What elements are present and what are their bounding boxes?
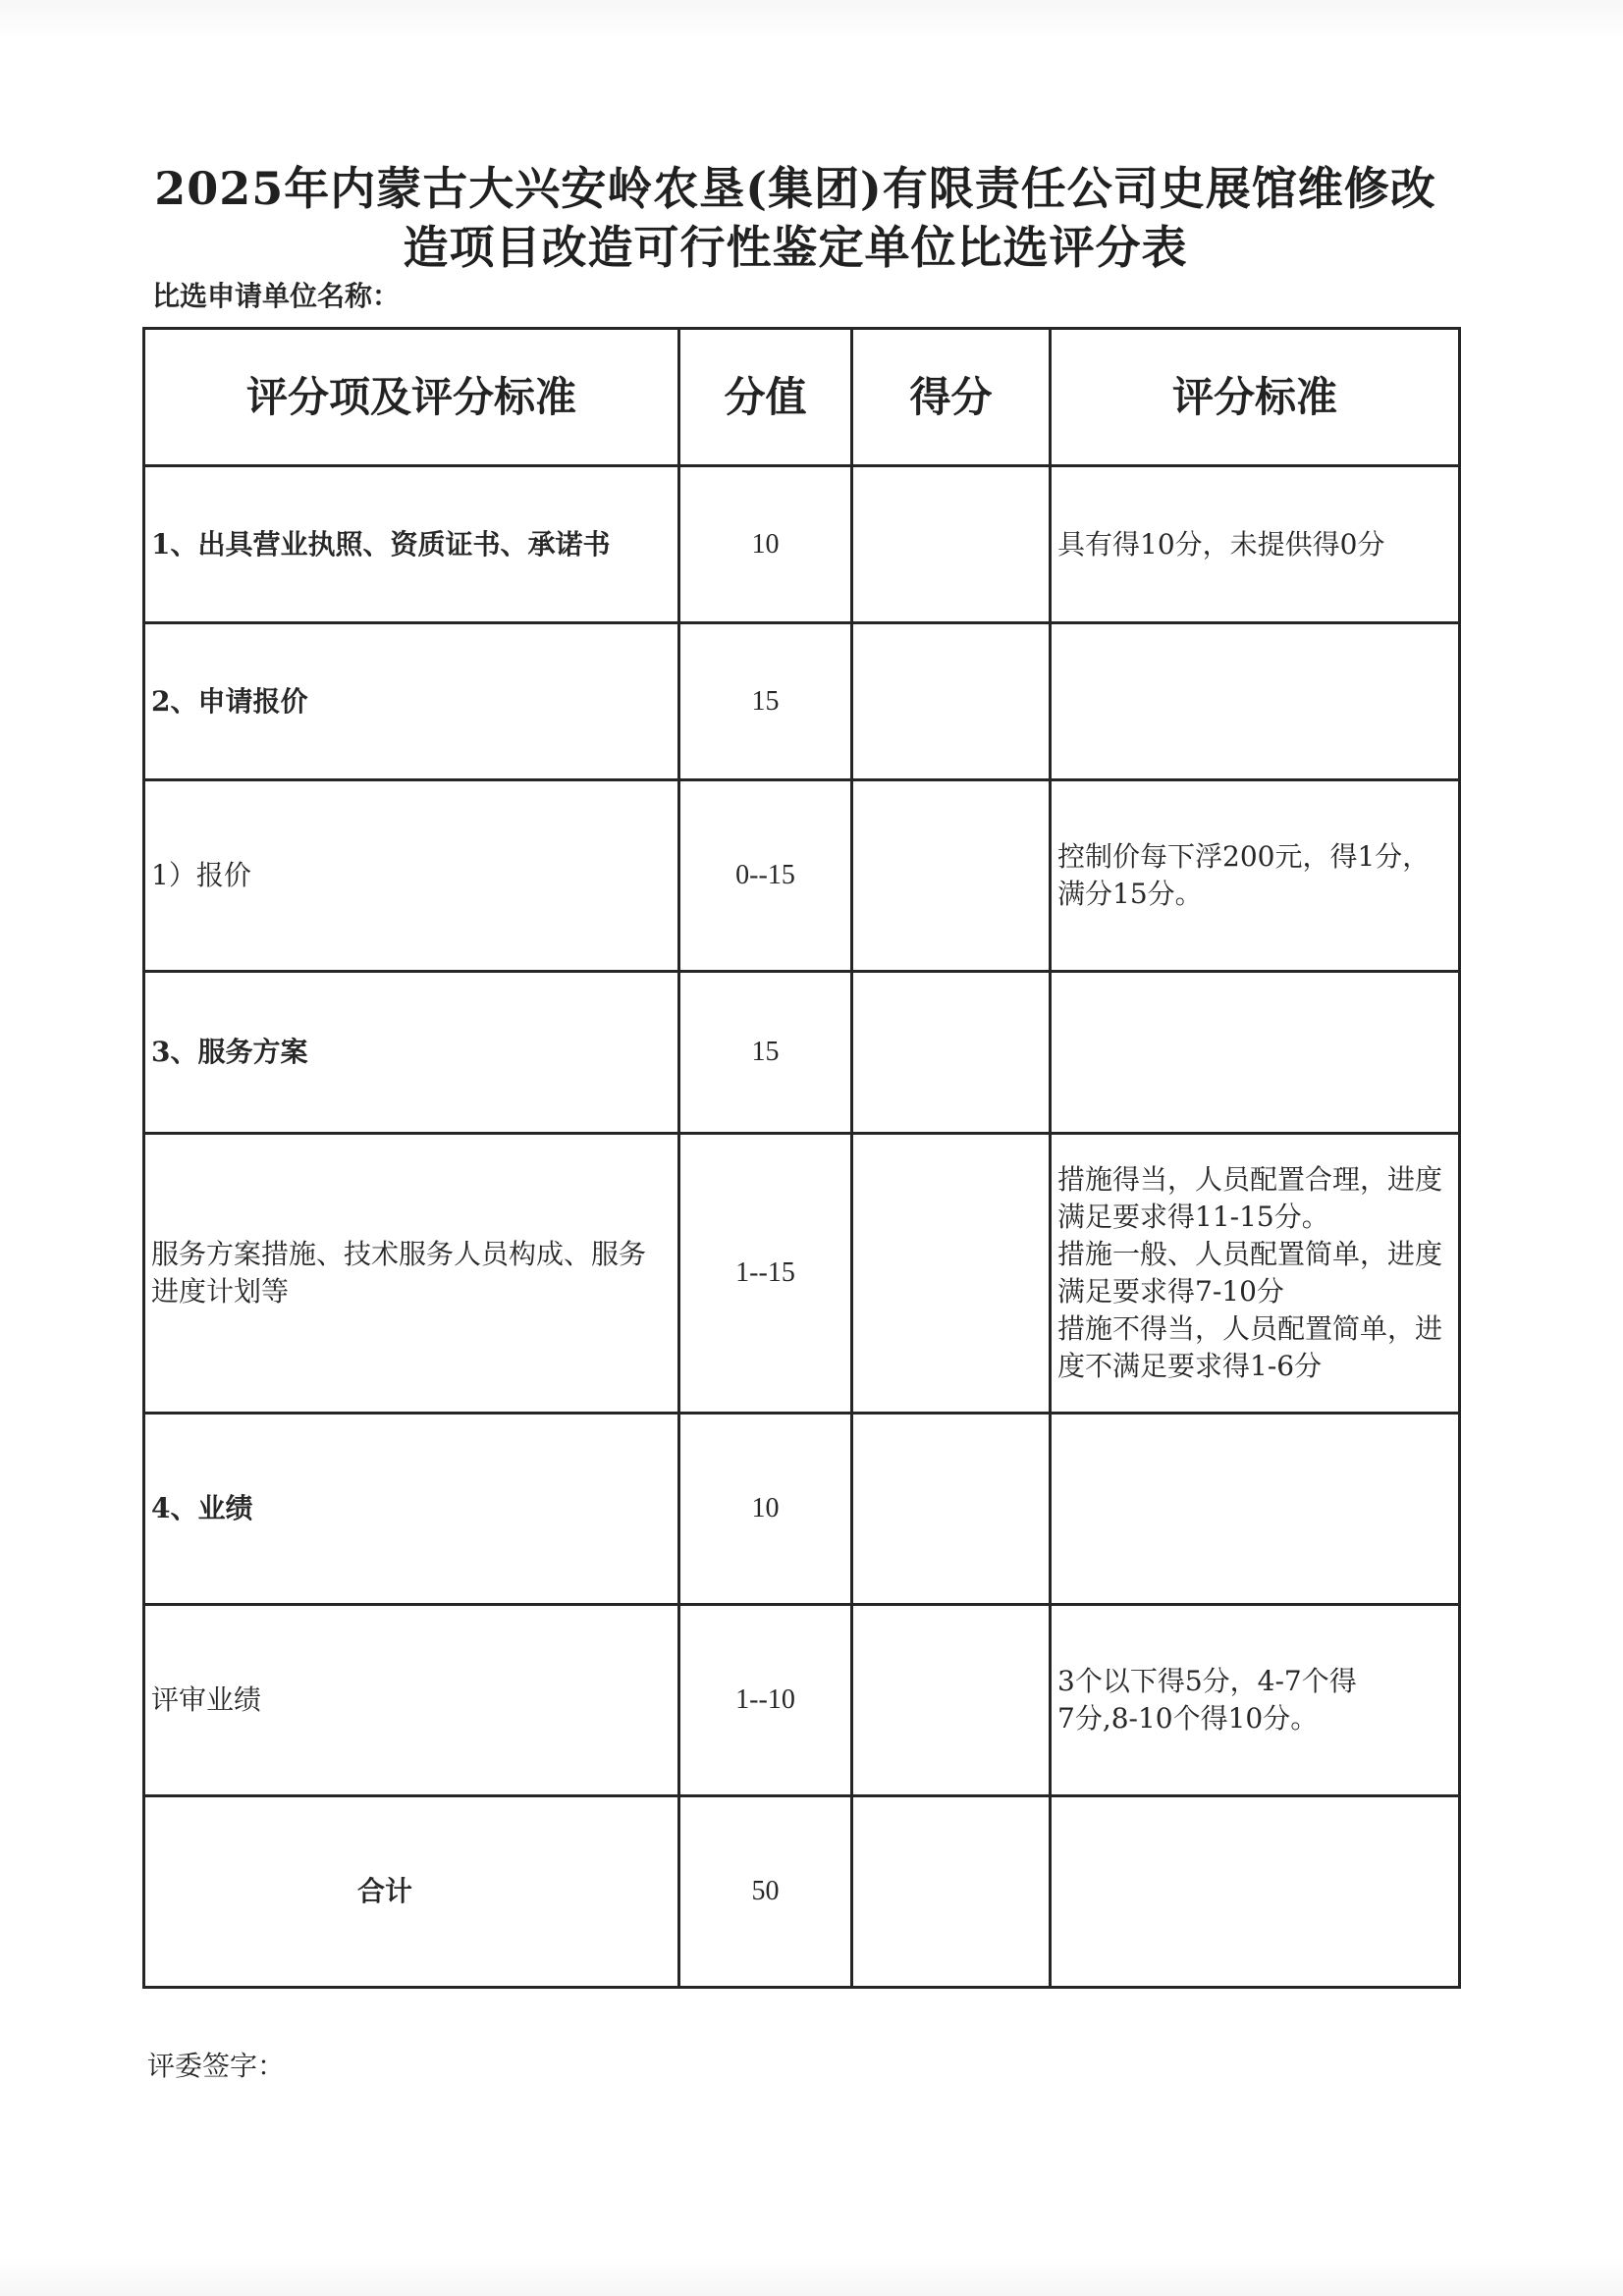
table-row — [144, 623, 1460, 780]
reviewer-signature-label: 评委签字： — [147, 2050, 286, 2082]
row-value: 1--10 — [679, 1605, 852, 1796]
total-score-cell[interactable] — [852, 1796, 1051, 1988]
row-criteria — [1051, 1414, 1460, 1605]
scoring-table — [142, 327, 1461, 1989]
header-criteria: 评分标准 — [1051, 329, 1460, 466]
row-score-cell[interactable] — [852, 623, 1051, 780]
row-item: 3、服务方案 — [144, 972, 679, 1134]
table-row — [144, 780, 1460, 972]
table-row — [144, 466, 1460, 623]
row-criteria — [1051, 623, 1460, 780]
header-score: 得分 — [852, 329, 1051, 466]
row-value: 10 — [679, 466, 852, 623]
row-score-cell[interactable] — [852, 780, 1051, 972]
row-value: 15 — [679, 623, 852, 780]
row-score-cell[interactable] — [852, 466, 1051, 623]
table-header-row — [144, 329, 1460, 466]
row-criteria: 措施得当，人员配置合理，进度满足要求得11-15分。 措施一般、人员配置简单，进度满足要求得7-10分 措施不得当，人员配置简单，进度不满足要求得1-6分 — [1051, 1134, 1460, 1414]
row-item: 1）报价 — [144, 780, 679, 972]
row-criteria: 控制价每下浮200元，得1分， 满分15分。 — [1051, 780, 1460, 972]
document-title: 2025年内蒙古大兴安岭农垦(集团)有限责任公司史展馆维修改造项目改造可行性鉴定单位比选评分表 — [154, 162, 1436, 274]
row-value: 10 — [679, 1414, 852, 1605]
total-criteria — [1051, 1796, 1460, 1988]
row-item: 服务方案措施、技术服务人员构成、服务进度计划等 — [144, 1134, 679, 1414]
row-criteria: 具有得10分，未提供得0分 — [1051, 466, 1460, 623]
row-item: 4、业绩 — [144, 1414, 679, 1605]
row-item: 评审业绩 — [144, 1605, 679, 1796]
total-label: 合计 — [144, 1796, 679, 1988]
table-row — [144, 1134, 1460, 1414]
header-value: 分值 — [679, 329, 852, 466]
row-value: 0--15 — [679, 780, 852, 972]
total-value: 50 — [679, 1796, 852, 1988]
applicant-name-label: 比选申请单位名称： — [152, 280, 401, 312]
table-total-row — [144, 1796, 1460, 1988]
row-score-cell[interactable] — [852, 972, 1051, 1134]
row-score-cell[interactable] — [852, 1605, 1051, 1796]
row-score-cell[interactable] — [852, 1414, 1051, 1605]
table-row — [144, 972, 1460, 1134]
table-row — [144, 1605, 1460, 1796]
header-item: 评分项及评分标准 — [144, 329, 679, 466]
row-item: 1、出具营业执照、资质证书、承诺书 — [144, 466, 679, 623]
row-criteria: 3个以下得5分，4-7个得 7分,8-10个得10分。 — [1051, 1605, 1460, 1796]
table-row — [144, 1414, 1460, 1605]
row-value: 1--15 — [679, 1134, 852, 1414]
row-criteria — [1051, 972, 1460, 1134]
row-item: 2、申请报价 — [144, 623, 679, 780]
row-score-cell[interactable] — [852, 1134, 1051, 1414]
row-value: 15 — [679, 972, 852, 1134]
